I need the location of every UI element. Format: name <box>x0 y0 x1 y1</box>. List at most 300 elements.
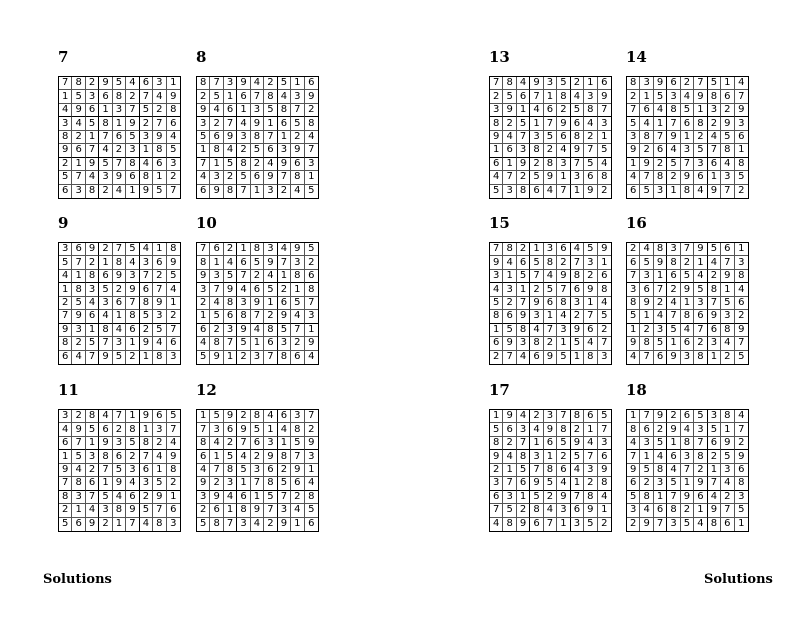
grid-cell: 1 <box>153 464 166 477</box>
grid-cell: 6 <box>305 270 318 283</box>
grid-cell: 4 <box>237 283 250 296</box>
grid-cell: 5 <box>598 310 611 323</box>
grid-cell: 2 <box>305 104 318 117</box>
grid-cell: 4 <box>598 297 611 310</box>
grid-cell: 2 <box>224 437 237 450</box>
grid-cell: 5 <box>59 518 72 531</box>
grid-cell: 5 <box>153 324 166 337</box>
grid-cell: 2 <box>251 270 264 283</box>
grid-cell: 8 <box>627 423 640 436</box>
grid-cell: 8 <box>694 117 707 130</box>
grid-cell: 2 <box>291 491 304 504</box>
grid-cell: 9 <box>557 270 570 283</box>
grid-cell: 7 <box>113 243 126 256</box>
grid-cell: 1 <box>305 464 318 477</box>
grid-cell: 3 <box>627 131 640 144</box>
grid-cell: 1 <box>140 423 153 436</box>
grid-cell: 9 <box>237 324 250 337</box>
grid-cell: 6 <box>654 144 667 157</box>
grid-cell: 1 <box>291 77 304 90</box>
grid-cell: 3 <box>170 518 177 530</box>
grid-cell: 6 <box>517 256 530 269</box>
grid-cell: 4 <box>598 158 611 171</box>
grid-cell: 6 <box>72 243 85 256</box>
grid-cell: 3 <box>291 410 304 423</box>
grid-cell: 3 <box>237 131 250 144</box>
grid-cell: 4 <box>140 158 153 171</box>
grid-cell: 9 <box>503 337 516 350</box>
grid-cell: 9 <box>694 477 707 490</box>
grid-cell: 1 <box>584 423 597 436</box>
grid-cell: 6 <box>72 518 85 531</box>
grid-cell: 8 <box>291 171 304 184</box>
grid-cell: 8 <box>278 351 291 364</box>
grid-cell: 5 <box>694 283 707 296</box>
grid-cell: 2 <box>167 477 180 490</box>
grid-cell: 6 <box>681 117 694 130</box>
grid-cell: 4 <box>305 131 318 144</box>
grid-cell: 8 <box>517 185 530 198</box>
grid-cell: 1 <box>224 90 237 103</box>
grid-cell: 6 <box>735 131 748 144</box>
grid-cell: 7 <box>654 131 667 144</box>
grid-cell: 8 <box>571 410 584 423</box>
grid-cell: 9 <box>197 270 210 283</box>
grid-cell: 9 <box>126 283 139 296</box>
grid-cell: 4 <box>308 351 315 363</box>
grid-cell: 9 <box>224 283 237 296</box>
grid-cell: 7 <box>305 410 318 423</box>
grid-cell: 1 <box>517 491 530 504</box>
grid-cell: 2 <box>627 90 640 103</box>
grid-cell: 2 <box>490 464 503 477</box>
grid-cell: 7 <box>640 351 653 364</box>
grid-cell: 9 <box>72 104 85 117</box>
grid-cell: 2 <box>557 104 570 117</box>
grid-cell: 5 <box>721 297 734 310</box>
grid-cell: 2 <box>667 410 680 423</box>
grid-cell: 2 <box>210 324 223 337</box>
grid-cell: 2 <box>197 297 210 310</box>
grid-cell: 2 <box>251 450 264 463</box>
grid-cell: 7 <box>667 117 680 130</box>
grid-cell: 5 <box>140 504 153 517</box>
grid-cell: 5 <box>694 144 707 157</box>
grid-cell: 5 <box>544 477 557 490</box>
grid-cell: 5 <box>503 504 516 517</box>
grid-cell: 4 <box>291 504 304 517</box>
grid-cell: 4 <box>167 131 180 144</box>
grid-cell: 6 <box>86 310 99 323</box>
grid-cell: 7 <box>197 243 210 256</box>
grid-cell: 8 <box>640 491 653 504</box>
grid-cell: 3 <box>667 90 680 103</box>
grid-cell: 5 <box>59 256 72 269</box>
grid-cell: 3 <box>694 158 707 171</box>
grid-cell: 9 <box>291 464 304 477</box>
grid-cell: 5 <box>517 117 530 130</box>
grid-cell: 1 <box>264 297 277 310</box>
grid-cell: 4 <box>59 104 72 117</box>
grid-cell: 5 <box>735 171 748 184</box>
grid-cell: 7 <box>503 171 516 184</box>
grid-cell: 7 <box>721 185 734 198</box>
grid-cell: 6 <box>291 351 304 364</box>
grid-cell: 5 <box>86 423 99 436</box>
grid-cell: 4 <box>694 185 707 198</box>
grid-cell: 8 <box>210 337 223 350</box>
grid-cell: 9 <box>197 477 210 490</box>
grid-cell: 3 <box>584 256 597 269</box>
grid-cell: 5 <box>197 131 210 144</box>
grid-cell: 9 <box>113 477 126 490</box>
grid-cell: 1 <box>86 437 99 450</box>
grid-cell: 7 <box>153 283 166 296</box>
grid-cell: 7 <box>291 324 304 337</box>
grid-cell: 7 <box>490 504 503 517</box>
grid-cell: 7 <box>721 256 734 269</box>
grid-cell: 4 <box>126 77 139 90</box>
grid-cell: 4 <box>72 117 85 130</box>
grid-cell: 2 <box>654 297 667 310</box>
grid-cell: 1 <box>59 450 72 463</box>
grid-cell: 6 <box>153 410 166 423</box>
grid-cell: 9 <box>251 504 264 517</box>
grid-cell: 4 <box>197 337 210 350</box>
grid-cell: 8 <box>654 171 667 184</box>
puzzle-number: 10 <box>196 214 217 232</box>
grid-cell: 9 <box>278 158 291 171</box>
grid-cell: 2 <box>627 518 640 531</box>
grid-cell: 5 <box>681 518 694 531</box>
grid-cell: 3 <box>126 270 139 283</box>
grid-cell: 5 <box>681 104 694 117</box>
grid-cell: 6 <box>598 450 611 463</box>
grid-cell: 5 <box>251 256 264 269</box>
grid-cell: 7 <box>167 324 180 337</box>
grid-cell: 4 <box>557 310 570 323</box>
grid-cell: 4 <box>503 450 516 463</box>
grid-cell: 6 <box>278 410 291 423</box>
grid-cell: 8 <box>571 131 584 144</box>
grid-cell: 3 <box>72 185 85 198</box>
grid-cell: 6 <box>264 464 277 477</box>
grid-cell: 7 <box>224 117 237 130</box>
grid-cell: 6 <box>571 117 584 130</box>
grid-cell: 5 <box>278 324 291 337</box>
grid-cell: 7 <box>530 90 543 103</box>
grid-cell: 1 <box>640 90 653 103</box>
grid-cell: 3 <box>490 477 503 490</box>
grid-cell: 3 <box>59 410 72 423</box>
grid-cell: 1 <box>291 283 304 296</box>
grid-cell: 2 <box>86 464 99 477</box>
grid-cell: 3 <box>735 491 748 504</box>
grid-cell: 9 <box>721 437 734 450</box>
grid-cell: 8 <box>305 117 318 130</box>
grid-cell: 9 <box>735 104 748 117</box>
grid-cell: 5 <box>99 283 112 296</box>
sudoku-grid <box>489 242 612 365</box>
grid-cell: 2 <box>640 477 653 490</box>
grid-cell: 3 <box>305 450 318 463</box>
grid-cell: 1 <box>557 518 570 531</box>
grid-cell: 7 <box>224 518 237 531</box>
grid-cell: 8 <box>627 77 640 90</box>
grid-cell: 9 <box>517 310 530 323</box>
grid-cell: 3 <box>503 283 516 296</box>
grid-cell: 6 <box>667 77 680 90</box>
grid-cell: 6 <box>517 477 530 490</box>
grid-cell: 7 <box>264 351 277 364</box>
grid-cell: 1 <box>237 104 250 117</box>
grid-cell: 4 <box>530 104 543 117</box>
grid-cell: 1 <box>544 450 557 463</box>
grid-cell: 4 <box>654 450 667 463</box>
grid-cell: 3 <box>708 104 721 117</box>
grid-cell: 1 <box>708 351 721 364</box>
grid-cell: 6 <box>224 104 237 117</box>
grid-cell: 7 <box>140 90 153 103</box>
grid-cell: 5 <box>571 104 584 117</box>
grid-cell: 1 <box>264 117 277 130</box>
grid-cell: 7 <box>735 337 748 350</box>
grid-cell: 9 <box>530 77 543 90</box>
grid-cell: 6 <box>640 423 653 436</box>
grid-cell: 4 <box>490 171 503 184</box>
grid-cell: 5 <box>126 437 139 450</box>
grid-cell: 9 <box>721 270 734 283</box>
grid-cell: 3 <box>86 90 99 103</box>
grid-cell: 2 <box>694 131 707 144</box>
grid-cell: 2 <box>584 270 597 283</box>
grid-cell: 4 <box>237 450 250 463</box>
grid-cell: 1 <box>490 144 503 157</box>
grid-cell: 9 <box>654 410 667 423</box>
grid-cell: 1 <box>640 450 653 463</box>
grid-cell: 7 <box>667 310 680 323</box>
grid-cell: 4 <box>557 477 570 490</box>
grid-cell: 3 <box>601 351 608 363</box>
grid-cell: 4 <box>237 117 250 130</box>
grid-cell: 5 <box>305 243 318 256</box>
grid-cell: 1 <box>517 283 530 296</box>
grid-cell: 3 <box>153 77 166 90</box>
grid-cell: 9 <box>86 158 99 171</box>
grid-cell: 2 <box>708 117 721 130</box>
grid-cell: 1 <box>278 131 291 144</box>
grid-cell: 1 <box>598 131 611 144</box>
grid-cell: 8 <box>490 117 503 130</box>
grid-cell: 4 <box>544 185 557 198</box>
grid-cell: 7 <box>681 158 694 171</box>
grid-cell: 3 <box>126 464 139 477</box>
grid-cell: 2 <box>667 283 680 296</box>
grid-cell: 6 <box>251 283 264 296</box>
sudoku-grid <box>626 242 749 365</box>
grid-cell: 8 <box>113 504 126 517</box>
grid-cell: 5 <box>237 464 250 477</box>
grid-cell: 1 <box>681 297 694 310</box>
grid-cell: 8 <box>598 171 611 184</box>
grid-cell: 4 <box>126 256 139 269</box>
grid-cell: 9 <box>681 283 694 296</box>
grid-cell: 1 <box>99 104 112 117</box>
grid-cell: 3 <box>640 77 653 90</box>
grid-cell: 3 <box>530 131 543 144</box>
grid-cell: 2 <box>530 410 543 423</box>
grid-cell: 9 <box>490 131 503 144</box>
grid-cell: 8 <box>305 491 318 504</box>
grid-cell: 2 <box>601 185 608 197</box>
grid-cell: 2 <box>598 324 611 337</box>
grid-cell: 5 <box>654 90 667 103</box>
grid-cell: 2 <box>721 104 734 117</box>
grid-cell: 6 <box>197 185 210 198</box>
grid-cell: 3 <box>224 324 237 337</box>
grid-cell: 5 <box>126 243 139 256</box>
grid-cell: 3 <box>140 477 153 490</box>
grid-cell: 5 <box>708 243 721 256</box>
grid-cell: 8 <box>681 437 694 450</box>
grid-cell: 2 <box>237 351 250 364</box>
grid-cell: 3 <box>86 283 99 296</box>
grid-cell: 5 <box>237 171 250 184</box>
grid-cell: 7 <box>503 351 516 364</box>
grid-cell: 4 <box>224 491 237 504</box>
grid-cell: 5 <box>640 256 653 269</box>
grid-cell: 3 <box>99 171 112 184</box>
grid-cell: 3 <box>72 324 85 337</box>
grid-cell: 4 <box>153 90 166 103</box>
grid-cell: 6 <box>598 270 611 283</box>
grid-cell: 7 <box>735 90 748 103</box>
grid-cell: 1 <box>681 477 694 490</box>
grid-cell: 8 <box>721 324 734 337</box>
grid-cell: 5 <box>197 351 210 364</box>
grid-cell: 2 <box>113 283 126 296</box>
grid-cell: 6 <box>490 158 503 171</box>
grid-cell: 3 <box>278 504 291 517</box>
grid-cell: 5 <box>708 423 721 436</box>
grid-cell: 9 <box>530 477 543 490</box>
grid-cell: 6 <box>654 351 667 364</box>
grid-cell: 6 <box>59 351 72 364</box>
grid-cell: 2 <box>667 171 680 184</box>
grid-cell: 9 <box>126 504 139 517</box>
grid-cell: 7 <box>237 270 250 283</box>
grid-cell: 8 <box>251 243 264 256</box>
grid-cell: 5 <box>291 437 304 450</box>
grid-cell: 3 <box>571 518 584 531</box>
grid-cell: 2 <box>99 185 112 198</box>
grid-cell: 6 <box>210 243 223 256</box>
grid-cell: 4 <box>99 144 112 157</box>
grid-cell: 3 <box>654 324 667 337</box>
grid-cell: 5 <box>264 283 277 296</box>
grid-cell: 9 <box>544 423 557 436</box>
grid-cell: 1 <box>126 337 139 350</box>
grid-cell: 3 <box>530 310 543 323</box>
grid-cell: 4 <box>490 518 503 531</box>
grid-cell: 2 <box>654 158 667 171</box>
grid-cell: 3 <box>197 491 210 504</box>
grid-cell: 1 <box>627 410 640 423</box>
grid-cell: 6 <box>544 437 557 450</box>
grid-cell: 5 <box>126 131 139 144</box>
grid-cell: 7 <box>667 491 680 504</box>
grid-cell: 4 <box>153 337 166 350</box>
grid-cell: 4 <box>627 437 640 450</box>
grid-cell: 8 <box>237 310 250 323</box>
grid-cell: 1 <box>291 518 304 531</box>
grid-cell: 6 <box>126 324 139 337</box>
grid-cell: 3 <box>708 337 721 350</box>
grid-cell: 5 <box>735 504 748 517</box>
grid-cell: 1 <box>503 158 516 171</box>
grid-cell: 8 <box>126 310 139 323</box>
grid-cell: 2 <box>86 256 99 269</box>
grid-cell: 4 <box>667 297 680 310</box>
grid-cell: 8 <box>490 310 503 323</box>
grid-cell: 3 <box>640 437 653 450</box>
grid-cell: 5 <box>721 450 734 463</box>
grid-cell: 7 <box>140 270 153 283</box>
grid-cell: 5 <box>153 477 166 490</box>
grid-cell: 8 <box>694 351 707 364</box>
grid-cell: 9 <box>681 491 694 504</box>
grid-cell: 5 <box>503 90 516 103</box>
grid-cell: 7 <box>140 450 153 463</box>
grid-cell: 4 <box>167 437 180 450</box>
grid-cell: 2 <box>681 256 694 269</box>
grid-cell: 6 <box>264 337 277 350</box>
grid-cell: 7 <box>544 518 557 531</box>
grid-cell: 8 <box>278 104 291 117</box>
grid-cell: 9 <box>210 491 223 504</box>
grid-cell: 1 <box>584 77 597 90</box>
grid-cell: 3 <box>681 144 694 157</box>
grid-cell: 2 <box>278 283 291 296</box>
grid-cell: 6 <box>557 243 570 256</box>
grid-cell: 8 <box>237 504 250 517</box>
grid-cell: 4 <box>167 283 180 296</box>
grid-cell: 9 <box>140 410 153 423</box>
grid-cell: 4 <box>517 410 530 423</box>
grid-cell: 2 <box>640 144 653 157</box>
grid-cell: 4 <box>694 270 707 283</box>
grid-cell: 6 <box>667 450 680 463</box>
grid-cell: 3 <box>72 491 85 504</box>
grid-cell: 9 <box>517 518 530 531</box>
grid-cell: 9 <box>584 185 597 198</box>
grid-cell: 1 <box>571 185 584 198</box>
grid-cell: 7 <box>197 423 210 436</box>
grid-cell: 2 <box>291 337 304 350</box>
grid-cell: 9 <box>530 297 543 310</box>
grid-cell: 8 <box>264 324 277 337</box>
grid-cell: 2 <box>681 504 694 517</box>
grid-cell: 6 <box>640 104 653 117</box>
puzzle-number: 13 <box>489 48 510 66</box>
grid-cell: 7 <box>654 518 667 531</box>
grid-cell: 5 <box>530 491 543 504</box>
grid-cell: 7 <box>126 297 139 310</box>
grid-cell: 9 <box>571 437 584 450</box>
grid-cell: 6 <box>99 423 112 436</box>
grid-cell: 3 <box>99 297 112 310</box>
grid-cell: 6 <box>584 324 597 337</box>
